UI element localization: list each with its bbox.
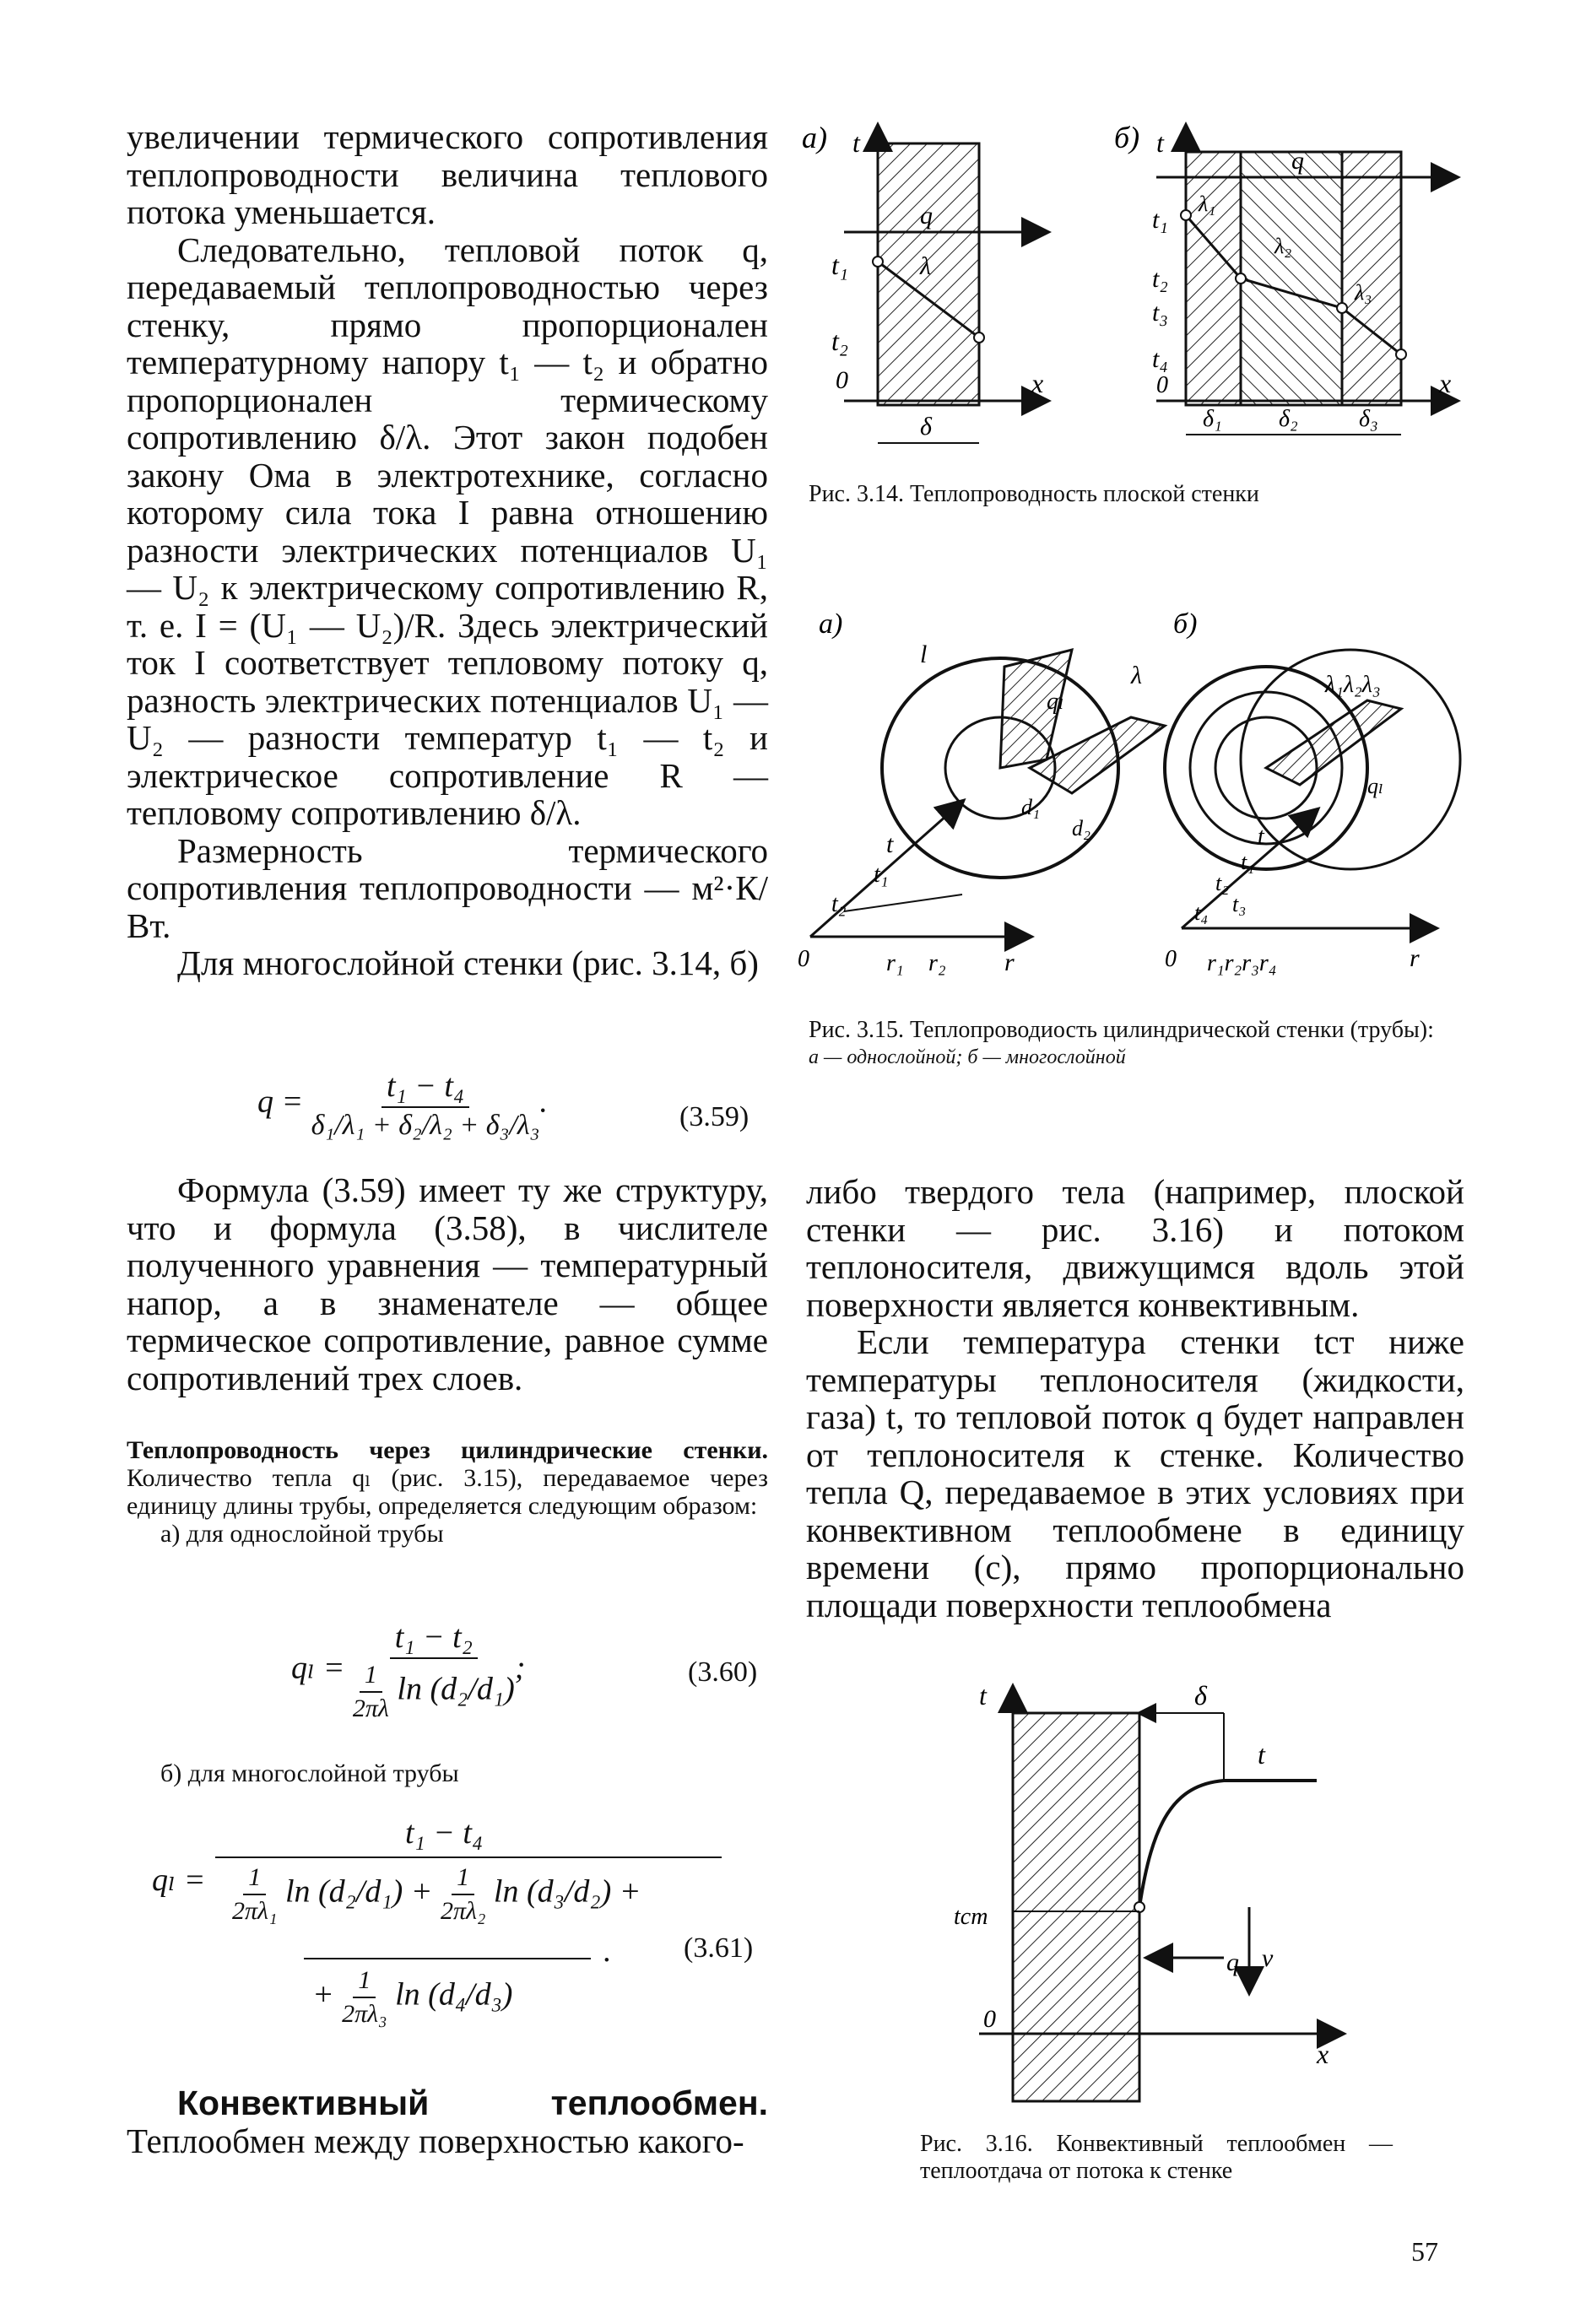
denominator-line1	[232, 1863, 641, 1926]
t2-label-a: t₂	[831, 891, 847, 917]
ql-label: qₗ	[1047, 689, 1064, 715]
t2-label-b: t₂	[1152, 265, 1168, 293]
v-label: v	[1262, 1944, 1274, 1972]
formula-numerator: t₁ − t₄	[405, 1815, 484, 1851]
point-t1	[873, 257, 883, 267]
right-column-text	[806, 1173, 1464, 1624]
lambda3-label: λ₃	[1355, 280, 1372, 305]
formula-end: ;	[514, 1650, 526, 1686]
equation-number: (3.59)	[679, 1101, 750, 1132]
formula-denominator	[353, 1659, 515, 1723]
caption-line: Рис. 3.15. Теплопроводиость цилиндрической стенки (трубы):	[809, 1017, 1434, 1043]
layer-2	[1241, 152, 1342, 405]
paragraph: Для многослойной стенки (рис. 3.14, б)	[177, 943, 759, 982]
point-t2-b	[1236, 273, 1246, 284]
inner-num: 1	[360, 1661, 382, 1693]
t3-label-b: t₃	[1232, 892, 1247, 916]
delta-label: δ	[1194, 1680, 1207, 1711]
t3-prefix: +	[312, 1976, 334, 2013]
formula-3-59	[257, 1067, 772, 1142]
layer-3	[1342, 152, 1401, 405]
paragraph: увеличении термического сопротивления теплопроводности величина теплового потока уменьшается.	[127, 117, 768, 231]
t-label-a: t	[886, 830, 894, 858]
log-term: ln (d₂/d₁)	[397, 1671, 515, 1707]
formula-lhs: qₗ =	[291, 1650, 345, 1686]
d2-label: d₂	[1072, 816, 1091, 840]
equation-number: (3.60)	[688, 1657, 758, 1688]
formula-3-60	[291, 1619, 772, 1723]
fraction-bar-2	[304, 1958, 591, 1959]
figure-3-14	[793, 110, 1469, 464]
delta-label: δ	[920, 413, 932, 440]
r-label-a: r	[1004, 949, 1015, 976]
left-column-cont	[127, 1171, 768, 1397]
layer-1	[1186, 152, 1241, 405]
caption-line: а — однослойной; б — многослойной	[809, 1046, 1126, 1068]
formula-denominator: δ₁/λ₁ + δ₂/λ₂ + δ₃/λ₃	[311, 1110, 540, 1141]
equation-number: (3.61)	[684, 1932, 754, 1964]
delta2-label: δ₂	[1279, 406, 1298, 432]
lambda-label: λ	[920, 252, 931, 280]
t-axis-label: t	[979, 1680, 987, 1711]
paragraph: Размерность термического сопротивления теплопроводности — м²·К/Вт.	[127, 830, 768, 945]
point-t2	[974, 332, 984, 343]
profile-a	[844, 894, 962, 911]
formula-lhs: qₗ =	[152, 1862, 206, 1898]
denominator-line2	[312, 1966, 512, 2029]
list-item-b-wrap	[160, 1759, 751, 1787]
lambdas-label: λ₁λ₂λ₃	[1325, 672, 1381, 698]
axis-x-label: x	[1031, 368, 1044, 398]
paragraph	[127, 2084, 768, 2159]
convection-section	[127, 2084, 768, 2159]
lambda1-label: λ₁	[1199, 192, 1216, 216]
fig-label-b: б)	[1173, 608, 1198, 640]
cylinder-section	[127, 1436, 768, 1548]
t2-num: 1	[452, 1863, 474, 1895]
inner-den: 2πλ	[352, 1694, 389, 1722]
ql-label-b: qₗ	[1367, 774, 1384, 798]
section-heading: Теплопроводность через цилиндрические стенки.	[127, 1436, 768, 1464]
figure-3-15-caption	[809, 1017, 1475, 1071]
t2-label: t₂	[831, 326, 849, 356]
r1-label-a: r₁	[886, 950, 904, 976]
tcm-label: tcm	[954, 1904, 988, 1930]
formula-fraction	[353, 1619, 515, 1723]
t1-label: t₁	[831, 250, 849, 280]
formula-end: .	[539, 1084, 548, 1120]
zero-label: 0	[836, 366, 848, 394]
section-text: Теплообмен между поверхностью какого-	[127, 2121, 744, 2160]
t-far-label: t	[1258, 1739, 1265, 1770]
temp-profile	[1139, 1781, 1317, 1907]
t3-label-b: t₃	[1152, 299, 1168, 327]
t2-den: 2πλ₂	[440, 1897, 486, 1925]
t4-label-b: t₄	[1152, 345, 1168, 373]
formula-fraction	[311, 1067, 540, 1142]
l-label: l	[920, 640, 928, 668]
delta1-label: δ₁	[1203, 406, 1222, 432]
figure-3-16-caption: Рис. 3.16. Конвективный теплообмен — теплоотдача от потока к стенке	[920, 2131, 1393, 2184]
formula-numerator: t₁ − t₄	[382, 1067, 469, 1108]
lambda-label: λ	[1131, 662, 1142, 689]
t2-log: ln (d₃/d₂) +	[493, 1873, 641, 1910]
zero-label-b: 0	[1156, 372, 1168, 398]
formula-end: .	[603, 1933, 612, 1969]
axis-t-label: t	[852, 127, 860, 158]
section-heading: Конвективный теплообмен.	[177, 2083, 768, 2122]
rs-label-b: r₁r₂r₃r₄	[1207, 950, 1277, 976]
axis-t-label-b: t	[1156, 127, 1164, 158]
lambda2-label: λ₂	[1274, 234, 1292, 258]
delta3-label: δ₃	[1359, 406, 1378, 432]
zero-label: 0	[983, 2005, 996, 2033]
d1-label: d₁	[1021, 795, 1041, 819]
r-label-b: r	[1410, 944, 1420, 972]
multi-section	[1266, 700, 1401, 785]
t2-label-b: t₂	[1215, 871, 1230, 895]
figure-3-15	[793, 591, 1469, 996]
wall	[1013, 1713, 1139, 2101]
t-label-b: t	[1258, 824, 1264, 850]
figure-3-16	[945, 1679, 1350, 2118]
paragraph: либо твердого тела (например, плоской стенки — рис. 3.16) и потоком теплоносителя, движущимся вдоль этой поверхности является конвективным.	[806, 1172, 1464, 1324]
t1-log: ln (d₂/d₁) +	[284, 1873, 433, 1910]
formula-lhs: q =	[257, 1084, 304, 1120]
zero-label-b: 0	[1165, 946, 1177, 972]
paragraph: Если температура стенки tст ниже температуры теплоносителя (жидкости, газа) t, то тепловой поток q будет направлен от теплоносителя к стенке. Количество тепла Q, передаваемое в этих условиях при конвективном теплообмене в единицу времени (с), прямо пропорционально площади поверхности теплообмена	[806, 1322, 1464, 1624]
t3-log: ln (d₄/d₃)	[395, 1976, 513, 2013]
point-t4-b	[1396, 349, 1406, 359]
q-label: q	[920, 202, 933, 230]
formula-numerator: t₁ − t₂	[390, 1619, 478, 1659]
t1-num: 1	[243, 1863, 266, 1895]
formula-3-61	[152, 1814, 777, 2059]
section-text: Количество тепла qₗ (рис. 3.15), передаваемое через единицу длины трубы, определяется следующим образом:	[127, 1464, 768, 1520]
fig-label-a: а)	[819, 608, 843, 640]
paragraph: Формула (3.59) имеет ту же структуру, что и формула (3.58), в числителе полученного уравнения — температурный напор, а в знаменателе — общее термическое сопротивление, равное сумме сопротивлений трех слоев.	[127, 1170, 768, 1397]
x-label: x	[1317, 2039, 1329, 2069]
point-t3-b	[1337, 303, 1347, 313]
t1-label-b: t₁	[1241, 850, 1255, 874]
fig-label-a: а)	[802, 121, 827, 154]
page-number: 57	[1411, 2236, 1438, 2267]
q-label-b: q	[1291, 147, 1304, 175]
t3-den: 2πλ₃	[342, 2000, 387, 2028]
fig-label-b: б)	[1114, 121, 1140, 154]
r2-label-a: r₂	[928, 950, 946, 976]
t3-num: 1	[353, 1966, 376, 1998]
axis-x-label-b: x	[1439, 368, 1452, 398]
paragraph: Следовательно, тепловой поток q, передаваемый теплопроводностью через стенку, прямо пропорционален температурному напору t₁ — t₂ и обратно пропорционален термическому сопротивлению δ/λ. Этот закон подобен закону Ома в электротехнике, согласно которому сила тока I равна отношению разности электрических потенциалов U₁ — U₂ к электрическому сопротивлению R, т. е. I = (U₁ — U₂)/R. Здесь электрический ток I соответствует тепловому потоку q, разность электрических потенциалов U₁ — U₂ — разности температур t₁ — t₂ и электрическое сопротивление R — тепловому сопротивлению δ/λ.	[127, 230, 768, 832]
list-item-b: б) для многослойной трубы	[160, 1759, 459, 1787]
t1-den: 2πλ₁	[232, 1897, 278, 1925]
t1-label-a: t₁	[874, 862, 889, 888]
q-label: q	[1226, 1948, 1239, 1976]
list-item-a: а) для однослойной трубы	[160, 1520, 444, 1548]
fraction-bar	[215, 1856, 722, 1858]
point-t1-b	[1181, 210, 1191, 220]
left-column	[127, 118, 768, 982]
t1-label-b: t₁	[1152, 206, 1168, 234]
figure-3-14-caption: Рис. 3.14. Теплопроводность плоской стенки	[809, 481, 1259, 507]
t4-label-b: t₄	[1194, 900, 1209, 925]
zero-label-a: 0	[798, 946, 809, 972]
